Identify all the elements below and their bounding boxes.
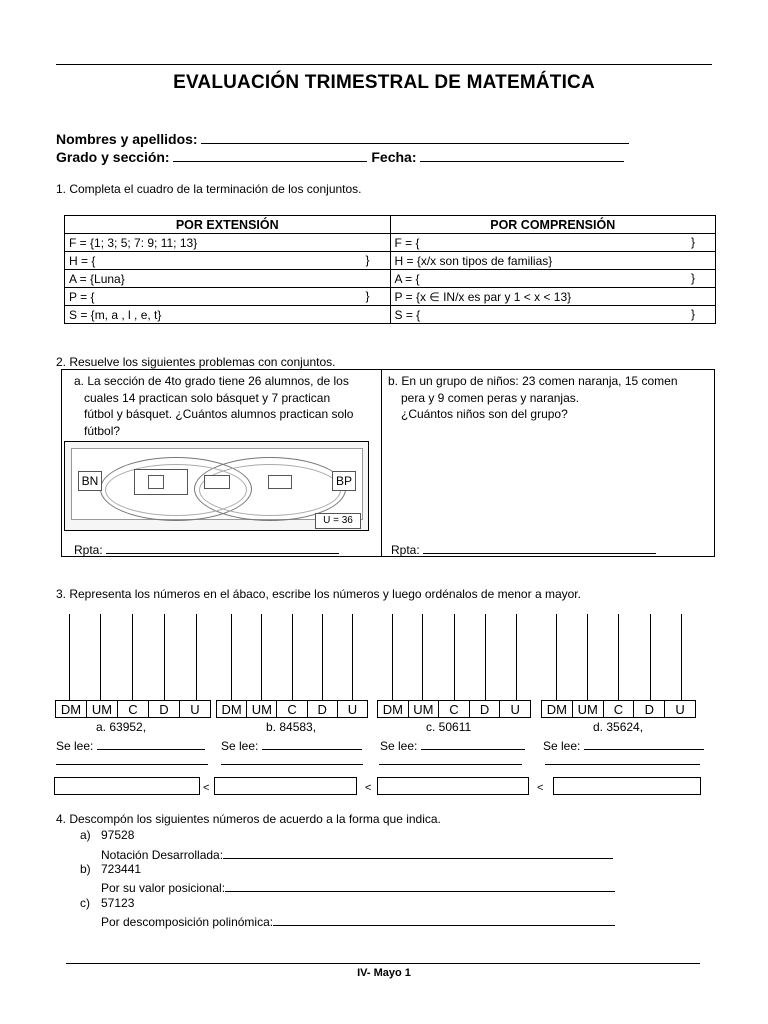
col-comprehension-header: POR COMPRENSIÓN xyxy=(390,216,716,234)
grade-label: Grado y sección: xyxy=(56,149,170,165)
table-row xyxy=(65,288,716,306)
abacus-rod xyxy=(322,614,323,700)
venn-intersection-box[interactable] xyxy=(204,475,230,489)
sets-table xyxy=(64,215,716,324)
read-field-d[interactable] xyxy=(584,737,704,750)
abacus-rod xyxy=(132,614,133,700)
abacus-number-b: b. 84583, xyxy=(266,720,317,734)
comprehension-cell[interactable]: F = { } xyxy=(390,234,716,252)
venn-diagram xyxy=(64,441,369,531)
venn-universe xyxy=(71,448,363,520)
abacus-base-a: DM UM C D U xyxy=(55,700,211,718)
read-row-c: Se lee: xyxy=(380,737,525,753)
table-row xyxy=(65,306,716,324)
abacus-rod xyxy=(100,614,101,700)
answer-b-label: Rpta: xyxy=(391,543,420,557)
answer-a-row xyxy=(74,541,339,557)
grade-row xyxy=(56,149,624,165)
read-line-a2[interactable] xyxy=(56,764,208,765)
read-row-d: Se lee: xyxy=(543,737,704,753)
q4-item-b-row: Por su valor posicional: xyxy=(101,879,615,895)
q1-prompt: 1. Completa el cuadro de la terminación de los conjuntos. xyxy=(56,182,362,196)
abacus-rod xyxy=(556,614,557,700)
abacus-rod xyxy=(164,614,165,700)
table-row xyxy=(65,252,716,270)
comprehension-cell[interactable]: P = {x ∈ IN/x es par y 1 < x < 13} xyxy=(390,288,716,306)
q4-item-c-number: 57123 xyxy=(101,896,135,910)
q4-item-a-number: 97528 xyxy=(101,828,135,842)
abacus-rod xyxy=(422,614,423,700)
abacus-rod xyxy=(392,614,393,700)
abacus-rod xyxy=(261,614,262,700)
problem-b-text: b. En un grupo de niños: 23 comen naranja, 15 comen pera y 9 comen peras y naranjas. ¿Cuántos niños son del grupo? xyxy=(388,374,678,421)
abacus-rod xyxy=(587,614,588,700)
order-box-4[interactable] xyxy=(553,777,701,795)
venn-left-label: BN xyxy=(78,471,102,491)
abacus-rod xyxy=(352,614,353,700)
abacus-rod xyxy=(516,614,517,700)
order-box-2[interactable] xyxy=(214,777,357,795)
extension-cell[interactable]: A = {Luna} xyxy=(65,270,391,288)
abacus-base-d: DM UM C D U xyxy=(541,700,696,718)
grade-field[interactable] xyxy=(173,149,367,162)
venn-right-set-inner xyxy=(199,464,341,516)
answer-b-field[interactable] xyxy=(423,541,656,554)
abacus-rod xyxy=(196,614,197,700)
answer-a-label: Rpta: xyxy=(74,543,103,557)
less-than-sign: < xyxy=(365,782,372,794)
read-row-b: Se lee: xyxy=(221,737,362,753)
venn-right-label: BP xyxy=(332,471,356,491)
read-line-c2[interactable] xyxy=(379,764,522,765)
abacus-base-b: DM UM C D U xyxy=(216,700,368,718)
extension-cell[interactable]: S = {m, a , l , e, t} xyxy=(65,306,391,324)
top-rule xyxy=(56,64,712,65)
abacus-rod xyxy=(681,614,682,700)
abacus-rod xyxy=(485,614,486,700)
abacus-rod xyxy=(292,614,293,700)
abacus-rod xyxy=(650,614,651,700)
abacus-number-a: a. 63952, xyxy=(96,720,147,734)
page-title: EVALUACIÓN TRIMESTRAL DE MATEMÁTICA xyxy=(173,72,595,93)
venn-universe-label: U = 36 xyxy=(315,513,361,529)
name-label: Nombres y apellidos: xyxy=(56,131,198,147)
q4-item-a-field[interactable] xyxy=(223,846,613,859)
table-row xyxy=(65,234,716,252)
abacus-rod xyxy=(231,614,232,700)
q2-prompt: 2. Resuelve los siguientes problemas con conjuntos. xyxy=(56,355,336,369)
abacus-rod xyxy=(454,614,455,700)
q4-item-b-letter: b) xyxy=(80,862,91,876)
order-box-3[interactable] xyxy=(377,777,529,795)
name-row xyxy=(56,131,629,147)
order-box-1[interactable] xyxy=(54,777,200,795)
q4-item-b-number: 723441 xyxy=(101,862,142,876)
extension-cell[interactable]: H = { } xyxy=(65,252,391,270)
q4-item-c-row: Por descomposición polinómica: xyxy=(101,913,615,929)
answer-b-row xyxy=(391,541,656,557)
comprehension-cell[interactable]: S = { } xyxy=(390,306,716,324)
col-extension-header: POR EXTENSIÓN xyxy=(65,216,391,234)
abacus-base-c: DM UM C D U xyxy=(377,700,531,718)
q4-item-a-row: Notación Desarrollada: xyxy=(101,846,613,862)
table-row xyxy=(65,270,716,288)
read-line-d2[interactable] xyxy=(545,764,700,765)
read-row-a: Se lee: xyxy=(56,737,205,753)
comprehension-cell[interactable]: H = {x/x son tipos de familias} xyxy=(390,252,716,270)
answer-a-field[interactable] xyxy=(106,541,339,554)
abacus-rod xyxy=(69,614,70,700)
q4-item-b-field[interactable] xyxy=(225,879,615,892)
date-label: Fecha: xyxy=(371,149,417,165)
read-field-a[interactable] xyxy=(97,737,205,750)
less-than-sign: < xyxy=(203,782,210,794)
name-field[interactable] xyxy=(201,131,629,144)
read-field-b[interactable] xyxy=(262,737,362,750)
abacus-rod xyxy=(618,614,619,700)
venn-left-outer-box xyxy=(134,469,188,495)
comprehension-cell[interactable]: A = { } xyxy=(390,270,716,288)
extension-cell[interactable]: F = {1; 3; 5; 7: 9; 11; 13} xyxy=(65,234,391,252)
abacus-number-d: d. 35624, xyxy=(593,720,644,734)
q3-prompt: 3. Representa los números en el ábaco, escribe los números y luego ordénalos de menor a mayor. xyxy=(56,587,581,601)
extension-cell[interactable]: P = { } xyxy=(65,288,391,306)
q4-item-c-letter: c) xyxy=(80,896,90,910)
abacus-number-c: c. 50611 xyxy=(426,720,472,734)
read-field-c[interactable] xyxy=(421,737,525,750)
less-than-sign: < xyxy=(537,782,544,794)
date-field[interactable] xyxy=(420,149,624,162)
q4-item-c-field[interactable] xyxy=(273,913,615,926)
venn-right-only-box[interactable] xyxy=(268,475,292,489)
problem-a-text: a. La sección de 4to grado tiene 26 alumnos, de los cuales 14 practican solo básquet y 7 practican fútbol y básquet. ¿Cuántos alumnos practican solo fútbol? xyxy=(74,374,354,438)
footer-text: IV- Mayo 1 xyxy=(357,967,411,979)
q4-prompt: 4. Descompón los siguientes números de acuerdo a la forma que indica. xyxy=(56,812,441,826)
footer-rule xyxy=(66,963,700,964)
read-line-b2[interactable] xyxy=(221,764,363,765)
q4-item-a-letter: a) xyxy=(80,828,91,842)
